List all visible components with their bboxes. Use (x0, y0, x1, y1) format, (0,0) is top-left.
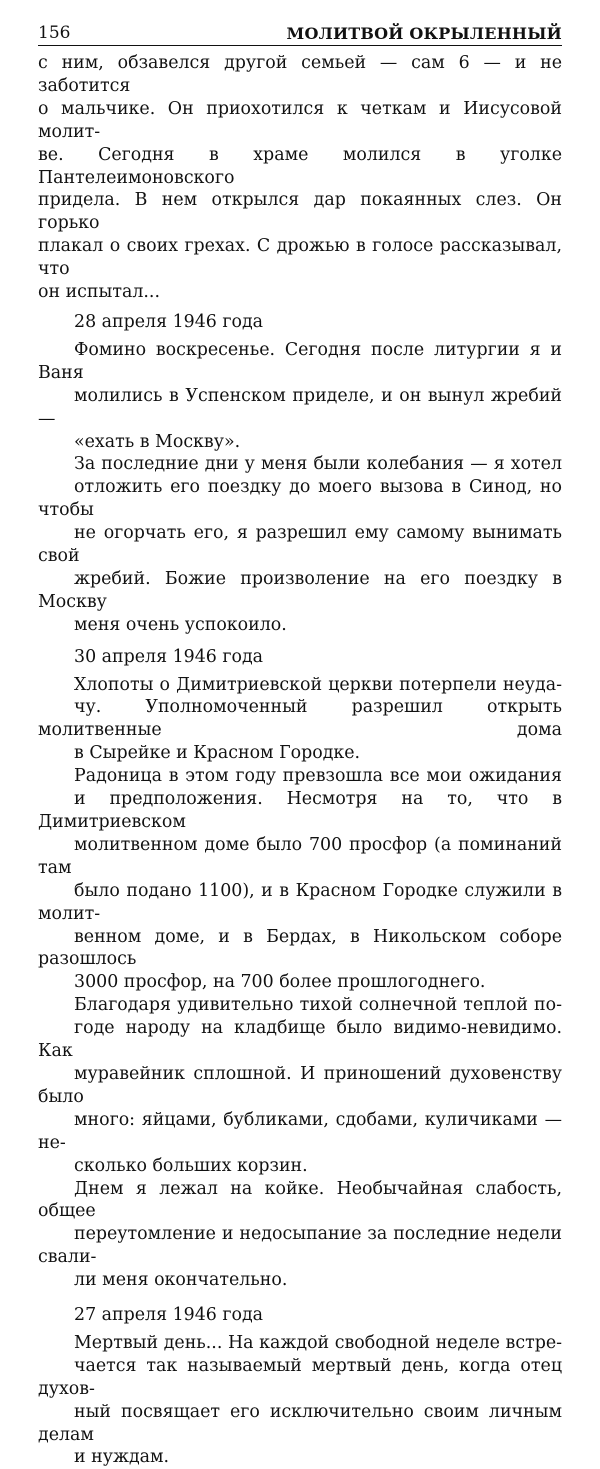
text-line: не огорчать его, я разрешил ему самому вынимать свой (38, 523, 562, 567)
text-line: о мальчике. Он приохотился к четкам и Иисусовой молит- (38, 98, 562, 142)
diary-date: 30 апреля 1946 года (74, 646, 264, 667)
running-title: МОЛИТВОЙ ОКРЫЛЕННЫЙ (286, 24, 562, 43)
paragraph (38, 1178, 562, 1293)
text-line: ный посвящает его исключительно своим личным делам (38, 1401, 562, 1445)
text-line: «ехать в Москву». (74, 431, 241, 452)
paragraph (38, 339, 562, 454)
text-line: в Сырейке и Красном Городке. (74, 743, 361, 764)
text-line: ли меня окончательно. (74, 1270, 288, 1291)
text-line: он испытал... (38, 282, 160, 303)
text-line: чается так называемый мертвый день, когда отец духов- (38, 1355, 562, 1399)
text-line: было подано 1100), и в Красном Городке служили в молит- (38, 880, 562, 924)
text-line: 3000 просфор, на 700 более прошлогоднего. (74, 972, 486, 993)
text-line: чу. Уполномоченный разрешил открыть молитвенные дома (38, 697, 562, 741)
text-line: молились в Успенском приделе, и он вынул жребий — (38, 385, 562, 429)
paragraph (38, 1332, 562, 1469)
text-line: придела. В нем открылся дар покаянных слез. Он горько (38, 190, 562, 234)
text-line: Радоница в этом году превзошла все мои ожидания (74, 766, 562, 787)
text-line: Днем я лежал на койке. Необычайная слабость, общее (38, 1178, 562, 1222)
text-line: много: яйцами, бубликами, сдобами, куличиками — не- (38, 1109, 562, 1153)
paragraph (38, 674, 562, 766)
text-line: сколько больших корзин. (74, 1155, 308, 1176)
text-line: Мертвый день... На каждой свободной неделе встре- (74, 1332, 562, 1353)
page-number: 156 (38, 23, 71, 43)
text-line: и нуждам. (74, 1447, 170, 1468)
text-line: отложить его поездку до моего вызова в Синод, но чтобы (38, 477, 562, 521)
text-line: Фомино воскресенье. Сегодня после литургии я и Ваня (38, 339, 562, 383)
text-line: ве. Сегодня в храме молился в уголке Пантелеимоновского (38, 144, 562, 188)
text-line: плакал о своих грехах. С дрожью в голосе рассказывал, что (38, 236, 562, 280)
text-line: За последние дни у меня были колебания — я хотел (74, 454, 562, 475)
paragraph (38, 52, 562, 304)
text-line: переутомление и недосыпание за последние недели свали- (38, 1224, 562, 1268)
diary-date: 28 апреля 1946 года (74, 311, 264, 332)
page-header (38, 18, 562, 46)
text-line: венном доме, и в Бердах, в Никольском соборе разошлось (38, 926, 562, 970)
text-line: и предположения. Несмотря на то, что в Димитриевском (38, 789, 562, 832)
text-line: с ним, обзавелся другой семьей — сам 6 — и не заботится (38, 53, 562, 96)
text-line: молитвенном доме было 700 просфор (а поминаний там (38, 834, 562, 878)
body-text (38, 52, 562, 1469)
text-line: Благодаря удивительно тихой солнечной теплой по- (74, 995, 562, 1016)
text-line: годе народу на кладбище было видимо-невидимо. Как (38, 1018, 562, 1062)
text-line: Хлопоты о Димитриевской церкви потерпели неуда- (74, 674, 562, 695)
text-line: муравейник сплошной. И приношений духовенству было (38, 1063, 562, 1107)
diary-date: 27 апреля 1946 года (74, 1305, 264, 1326)
text-line: жребий. Божие произволение на его поездку в Москву (38, 568, 562, 612)
paragraph (38, 994, 562, 1177)
text-line: меня очень успокоило. (74, 614, 287, 635)
paragraph (38, 453, 562, 636)
